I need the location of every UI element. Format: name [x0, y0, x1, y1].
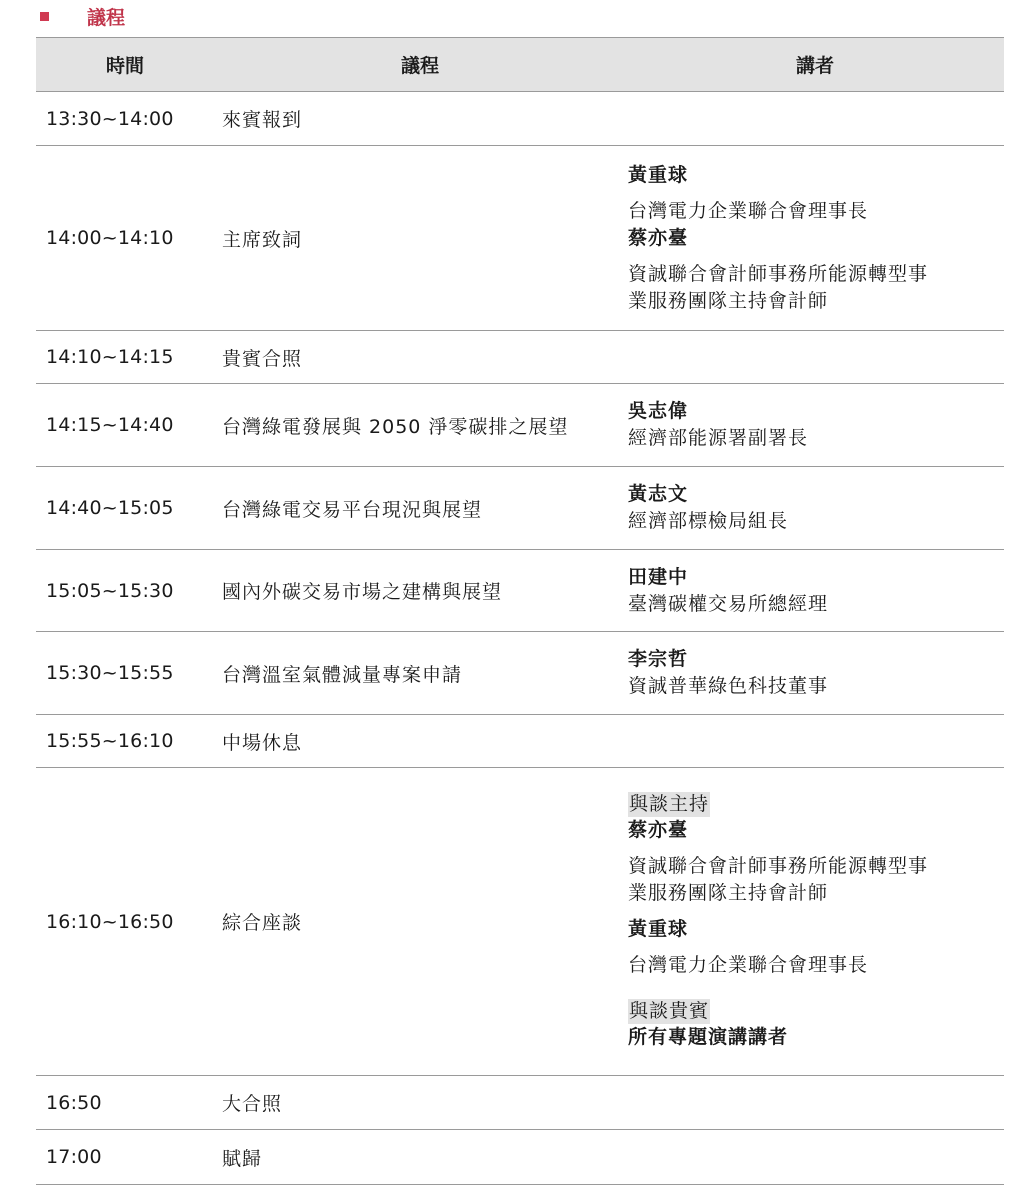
speaker-name: 所有專題演講講者	[628, 1026, 789, 1048]
row-topic: 大合照	[222, 1093, 283, 1115]
speaker-name: 田建中	[628, 565, 689, 588]
speaker-title: 資誠聯合會計師事務所能源轉型事	[628, 262, 929, 285]
speaker-name: 黃重球	[628, 163, 689, 186]
square-bullet-icon	[40, 12, 49, 21]
speaker-title: 經濟部標檢局組長	[628, 510, 789, 532]
panel-host-tag: 與談主持	[629, 793, 710, 815]
table-row	[36, 632, 1004, 715]
section-heading	[38, 2, 125, 30]
row-time: 15:55~16:10	[46, 730, 174, 752]
row-topic: 來賓報到	[222, 109, 303, 131]
row-topic: 台灣溫室氣體減量專案申請	[222, 663, 463, 686]
row-speaker	[626, 162, 1004, 315]
row-speaker	[626, 564, 1004, 618]
speaker-name: 蔡亦臺	[628, 819, 689, 841]
row-topic: 貴賓合照	[222, 347, 303, 370]
table-row	[36, 1130, 1004, 1185]
speaker-title: 業服務團隊主持會計師	[628, 289, 829, 312]
header-topic: 議程	[400, 55, 439, 77]
speaker-title: 資誠聯合會計師事務所能源轉型事	[628, 855, 929, 877]
row-topic: 國內外碳交易市場之建構與展望	[222, 581, 503, 603]
row-time: 16:50	[46, 1091, 102, 1114]
row-time: 14:10~14:15	[46, 346, 174, 368]
speaker-name: 黃重球	[628, 918, 689, 940]
speaker-title: 經濟部能源署副署長	[628, 427, 809, 449]
row-speaker	[626, 646, 1004, 700]
row-time: 15:30~15:55	[46, 662, 174, 684]
row-topic: 中場休息	[222, 731, 303, 754]
row-speaker	[626, 398, 1004, 452]
speaker-title: 臺灣碳權交易所總經理	[628, 592, 829, 615]
row-time: 16:10~16:50	[46, 910, 174, 933]
row-time: 13:30~14:00	[46, 107, 174, 130]
table-row	[36, 92, 1004, 146]
row-time: 15:05~15:30	[46, 579, 174, 602]
table-row	[36, 715, 1004, 768]
row-time: 14:15~14:40	[46, 414, 174, 436]
header-time: 時間	[105, 55, 144, 77]
section-title-text: 議程	[87, 6, 126, 29]
row-topic: 賦歸	[222, 1147, 263, 1170]
speaker-title: 資誠普華綠色科技董事	[628, 675, 829, 697]
header-speaker: 講者	[795, 55, 834, 77]
row-topic: 綜合座談	[222, 912, 303, 934]
row-topic: 主席致詞	[222, 228, 303, 251]
table-row	[36, 1076, 1004, 1130]
row-speaker	[626, 792, 1004, 1051]
row-time: 14:40~15:05	[46, 497, 174, 519]
table-header	[36, 37, 1004, 92]
table-row	[36, 331, 1004, 384]
table-row	[36, 550, 1004, 632]
speaker-title: 台灣電力企業聯合會理事長	[628, 954, 869, 976]
panel-guest-tag: 與談貴賓	[629, 1000, 710, 1022]
row-time: 14:00~14:10	[46, 227, 174, 249]
table-row	[36, 467, 1004, 550]
table-row	[36, 384, 1004, 467]
agenda-table	[36, 37, 1004, 1185]
speaker-name: 蔡亦臺	[628, 226, 689, 249]
speaker-name: 吳志偉	[628, 400, 689, 422]
speaker-title: 台灣電力企業聯合會理事長	[628, 199, 869, 222]
table-row	[36, 146, 1004, 331]
table-row	[36, 768, 1004, 1076]
row-speaker	[626, 481, 1004, 535]
speaker-name: 李宗哲	[628, 648, 689, 670]
speaker-name: 黃志文	[628, 483, 689, 505]
row-topic: 台灣綠電發展與 2050 淨零碳排之展望	[222, 415, 569, 438]
row-topic: 台灣綠電交易平台現況與展望	[222, 498, 483, 521]
speaker-title: 業服務團隊主持會計師	[628, 882, 829, 904]
row-time: 17:00	[46, 1146, 102, 1168]
